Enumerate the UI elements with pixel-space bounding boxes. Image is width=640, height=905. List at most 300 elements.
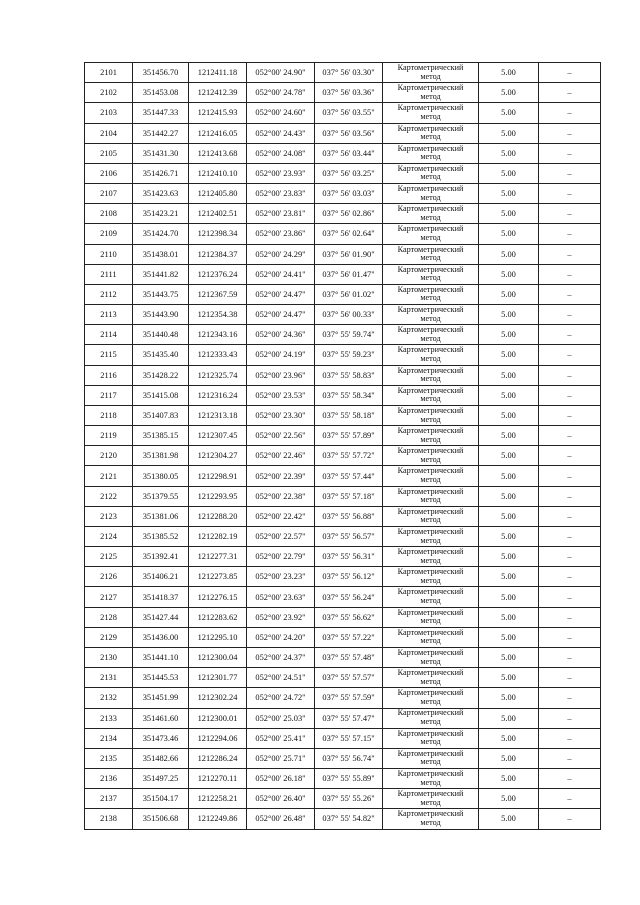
method-cell <box>383 708 479 728</box>
longitude-cell: 037° 55' 58.18" <box>315 405 383 425</box>
longitude-cell: 037° 56' 03.44" <box>315 143 383 163</box>
x-coordinate-cell: 351447.33 <box>133 103 189 123</box>
latitude-cell: 052°00' 24.72" <box>247 688 315 708</box>
y-coordinate-cell: 1212295.10 <box>189 627 247 647</box>
note-cell: – <box>539 284 601 304</box>
latitude-cell: 052°00' 22.46" <box>247 446 315 466</box>
note-cell: – <box>539 345 601 365</box>
method-cell <box>383 668 479 688</box>
x-coordinate-cell: 351451.99 <box>133 688 189 708</box>
point-number-cell: 2125 <box>85 547 133 567</box>
method-line-1: Картометрический <box>397 83 464 93</box>
table-row <box>85 163 601 183</box>
point-number-cell: 2107 <box>85 184 133 204</box>
method-line-1: Картометрический <box>397 486 464 496</box>
accuracy-cell: 5.00 <box>479 647 539 667</box>
longitude-cell: 037° 55' 56.31" <box>315 547 383 567</box>
note-cell: – <box>539 446 601 466</box>
longitude-cell: 037° 55' 54.82" <box>315 809 383 829</box>
method-line-1: Картометрический <box>397 627 464 637</box>
longitude-cell: 037° 55' 57.47" <box>315 708 383 728</box>
longitude-cell: 037° 55' 57.15" <box>315 728 383 748</box>
latitude-cell: 052°00' 23.63" <box>247 587 315 607</box>
accuracy-cell: 5.00 <box>479 244 539 264</box>
y-coordinate-cell: 1212412.39 <box>189 83 247 103</box>
point-number-cell: 2122 <box>85 486 133 506</box>
longitude-cell: 037° 56' 01.02" <box>315 284 383 304</box>
point-number-cell: 2132 <box>85 688 133 708</box>
method-cell <box>383 728 479 748</box>
method-cell <box>383 385 479 405</box>
method-cell <box>383 184 479 204</box>
method-line-1: Картометрический <box>397 789 464 799</box>
x-coordinate-cell: 351415.08 <box>133 385 189 405</box>
y-coordinate-cell: 1212282.19 <box>189 526 247 546</box>
table-row <box>85 446 601 466</box>
method-cell <box>383 486 479 506</box>
table-row <box>85 708 601 728</box>
note-cell: – <box>539 647 601 667</box>
y-coordinate-cell: 1212293.95 <box>189 486 247 506</box>
longitude-cell: 037° 55' 56.62" <box>315 607 383 627</box>
method-cell <box>383 567 479 587</box>
method-cell <box>383 405 479 425</box>
latitude-cell: 052°00' 24.60" <box>247 103 315 123</box>
note-cell: – <box>539 123 601 143</box>
note-cell: – <box>539 426 601 446</box>
method-cell <box>383 426 479 446</box>
accuracy-cell: 5.00 <box>479 123 539 143</box>
method-line-1: Картометрический <box>397 224 464 234</box>
longitude-cell: 037° 55' 57.59" <box>315 688 383 708</box>
accuracy-cell: 5.00 <box>479 627 539 647</box>
method-cell <box>383 627 479 647</box>
longitude-cell: 037° 55' 57.44" <box>315 466 383 486</box>
method-line-1: Картометрический <box>397 526 464 536</box>
x-coordinate-cell: 351436.00 <box>133 627 189 647</box>
table-row <box>85 728 601 748</box>
longitude-cell: 037° 56' 00.33" <box>315 305 383 325</box>
note-cell: – <box>539 506 601 526</box>
table-row <box>85 365 601 385</box>
method-cell <box>383 63 479 83</box>
method-cell <box>383 204 479 224</box>
accuracy-cell: 5.00 <box>479 728 539 748</box>
x-coordinate-cell: 351473.46 <box>133 728 189 748</box>
y-coordinate-cell: 1212294.06 <box>189 728 247 748</box>
x-coordinate-cell: 351423.21 <box>133 204 189 224</box>
longitude-cell: 037° 55' 56.74" <box>315 748 383 768</box>
x-coordinate-cell: 351385.52 <box>133 526 189 546</box>
note-cell: – <box>539 728 601 748</box>
note-cell: – <box>539 325 601 345</box>
latitude-cell: 052°00' 25.41" <box>247 728 315 748</box>
method-line-2: метод <box>420 374 441 384</box>
method-line-2: метод <box>420 797 441 807</box>
accuracy-cell: 5.00 <box>479 607 539 627</box>
table-row <box>85 486 601 506</box>
x-coordinate-cell: 351443.90 <box>133 305 189 325</box>
accuracy-cell: 5.00 <box>479 567 539 587</box>
x-coordinate-cell: 351431.30 <box>133 143 189 163</box>
table-row <box>85 345 601 365</box>
point-number-cell: 2108 <box>85 204 133 224</box>
y-coordinate-cell: 1212411.18 <box>189 63 247 83</box>
point-number-cell: 2127 <box>85 587 133 607</box>
latitude-cell: 052°00' 22.38" <box>247 486 315 506</box>
longitude-cell: 037° 56' 01.47" <box>315 264 383 284</box>
table-row <box>85 385 601 405</box>
note-cell: – <box>539 204 601 224</box>
method-cell <box>383 143 479 163</box>
method-line-1: Картометрический <box>397 446 464 456</box>
method-line-2: метод <box>420 111 441 121</box>
x-coordinate-cell: 351504.17 <box>133 789 189 809</box>
note-cell: – <box>539 244 601 264</box>
accuracy-cell: 5.00 <box>479 708 539 728</box>
longitude-cell: 037° 56' 02.64" <box>315 224 383 244</box>
point-number-cell: 2138 <box>85 809 133 829</box>
method-line-2: метод <box>420 575 441 585</box>
latitude-cell: 052°00' 26.48" <box>247 809 315 829</box>
method-line-1: Картометрический <box>397 103 464 113</box>
note-cell: – <box>539 224 601 244</box>
y-coordinate-cell: 1212302.24 <box>189 688 247 708</box>
method-line-2: метод <box>420 333 441 343</box>
method-line-1: Картометрический <box>397 305 464 315</box>
method-cell <box>383 789 479 809</box>
latitude-cell: 052°00' 26.18" <box>247 769 315 789</box>
table-row <box>85 466 601 486</box>
x-coordinate-cell: 351441.82 <box>133 264 189 284</box>
table-row <box>85 83 601 103</box>
method-cell <box>383 587 479 607</box>
y-coordinate-cell: 1212333.43 <box>189 345 247 365</box>
method-cell <box>383 163 479 183</box>
point-number-cell: 2129 <box>85 627 133 647</box>
accuracy-cell: 5.00 <box>479 506 539 526</box>
method-line-2: метод <box>420 817 441 827</box>
point-number-cell: 2106 <box>85 163 133 183</box>
point-number-cell: 2120 <box>85 446 133 466</box>
x-coordinate-cell: 351424.70 <box>133 224 189 244</box>
method-line-1: Картометрический <box>397 587 464 597</box>
table-row <box>85 769 601 789</box>
note-cell: – <box>539 708 601 728</box>
method-line-2: метод <box>420 596 441 606</box>
y-coordinate-cell: 1212277.31 <box>189 547 247 567</box>
longitude-cell: 037° 56' 03.03" <box>315 184 383 204</box>
method-line-2: метод <box>420 636 441 646</box>
longitude-cell: 037° 55' 57.89" <box>315 426 383 446</box>
longitude-cell: 037° 55' 57.18" <box>315 486 383 506</box>
accuracy-cell: 5.00 <box>479 325 539 345</box>
accuracy-cell: 5.00 <box>479 446 539 466</box>
method-line-1: Картометрический <box>397 567 464 577</box>
latitude-cell: 052°00' 23.96" <box>247 365 315 385</box>
method-line-2: метод <box>420 172 441 182</box>
longitude-cell: 037° 56' 02.86" <box>315 204 383 224</box>
x-coordinate-cell: 351381.06 <box>133 506 189 526</box>
point-number-cell: 2101 <box>85 63 133 83</box>
method-line-2: метод <box>420 91 441 101</box>
point-number-cell: 2134 <box>85 728 133 748</box>
method-cell <box>383 244 479 264</box>
point-number-cell: 2136 <box>85 769 133 789</box>
method-cell <box>383 345 479 365</box>
note-cell: – <box>539 385 601 405</box>
method-line-1: Картометрический <box>397 123 464 133</box>
method-cell <box>383 103 479 123</box>
note-cell: – <box>539 466 601 486</box>
method-line-1: Картометрический <box>397 668 464 678</box>
point-number-cell: 2117 <box>85 385 133 405</box>
note-cell: – <box>539 587 601 607</box>
note-cell: – <box>539 607 601 627</box>
longitude-cell: 037° 55' 56.24" <box>315 587 383 607</box>
latitude-cell: 052°00' 22.57" <box>247 526 315 546</box>
table-row <box>85 809 601 829</box>
note-cell: – <box>539 365 601 385</box>
point-number-cell: 2109 <box>85 224 133 244</box>
point-number-cell: 2112 <box>85 284 133 304</box>
x-coordinate-cell: 351441.10 <box>133 647 189 667</box>
x-coordinate-cell: 351482.66 <box>133 748 189 768</box>
longitude-cell: 037° 55' 56.57" <box>315 526 383 546</box>
y-coordinate-cell: 1212415.93 <box>189 103 247 123</box>
latitude-cell: 052°00' 24.20" <box>247 627 315 647</box>
longitude-cell: 037° 55' 57.72" <box>315 446 383 466</box>
method-line-2: метод <box>420 676 441 686</box>
method-line-1: Картометрический <box>397 466 464 476</box>
latitude-cell: 052°00' 24.19" <box>247 345 315 365</box>
table-row <box>85 325 601 345</box>
accuracy-cell: 5.00 <box>479 587 539 607</box>
note-cell: – <box>539 688 601 708</box>
y-coordinate-cell: 1212276.15 <box>189 587 247 607</box>
method-line-2: метод <box>420 656 441 666</box>
latitude-cell: 052°00' 23.92" <box>247 607 315 627</box>
method-cell <box>383 284 479 304</box>
note-cell: – <box>539 547 601 567</box>
latitude-cell: 052°00' 23.30" <box>247 405 315 425</box>
method-line-2: метод <box>420 71 441 81</box>
method-line-2: метод <box>420 454 441 464</box>
method-line-2: метод <box>420 313 441 323</box>
table-row <box>85 204 601 224</box>
point-number-cell: 2110 <box>85 244 133 264</box>
x-coordinate-cell: 351456.70 <box>133 63 189 83</box>
x-coordinate-cell: 351497.25 <box>133 769 189 789</box>
method-line-2: метод <box>420 192 441 202</box>
y-coordinate-cell: 1212354.38 <box>189 305 247 325</box>
method-cell <box>383 305 479 325</box>
accuracy-cell: 5.00 <box>479 385 539 405</box>
y-coordinate-cell: 1212304.27 <box>189 446 247 466</box>
y-coordinate-cell: 1212300.01 <box>189 708 247 728</box>
accuracy-cell: 5.00 <box>479 143 539 163</box>
y-coordinate-cell: 1212286.24 <box>189 748 247 768</box>
method-cell <box>383 526 479 546</box>
accuracy-cell: 5.00 <box>479 748 539 768</box>
table-row <box>85 688 601 708</box>
latitude-cell: 052°00' 22.39" <box>247 466 315 486</box>
latitude-cell: 052°00' 24.36" <box>247 325 315 345</box>
latitude-cell: 052°00' 24.90" <box>247 63 315 83</box>
method-line-1: Картометрический <box>397 809 464 819</box>
table-row <box>85 63 601 83</box>
accuracy-cell: 5.00 <box>479 486 539 506</box>
table-row <box>85 668 601 688</box>
method-cell <box>383 607 479 627</box>
method-line-1: Картометрический <box>397 607 464 617</box>
accuracy-cell: 5.00 <box>479 163 539 183</box>
table-row <box>85 647 601 667</box>
point-number-cell: 2135 <box>85 748 133 768</box>
x-coordinate-cell: 351423.63 <box>133 184 189 204</box>
y-coordinate-cell: 1212288.20 <box>189 506 247 526</box>
accuracy-cell: 5.00 <box>479 769 539 789</box>
table-row <box>85 748 601 768</box>
accuracy-cell: 5.00 <box>479 264 539 284</box>
y-coordinate-cell: 1212405.80 <box>189 184 247 204</box>
table-row <box>85 607 601 627</box>
method-cell <box>383 365 479 385</box>
method-line-2: метод <box>420 717 441 727</box>
table-row <box>85 305 601 325</box>
accuracy-cell: 5.00 <box>479 365 539 385</box>
table-row <box>85 284 601 304</box>
latitude-cell: 052°00' 23.53" <box>247 385 315 405</box>
method-line-2: метод <box>420 293 441 303</box>
latitude-cell: 052°00' 23.86" <box>247 224 315 244</box>
table-row <box>85 123 601 143</box>
table-row <box>85 103 601 123</box>
accuracy-cell: 5.00 <box>479 345 539 365</box>
x-coordinate-cell: 351453.08 <box>133 83 189 103</box>
latitude-cell: 052°00' 24.47" <box>247 305 315 325</box>
latitude-cell: 052°00' 24.29" <box>247 244 315 264</box>
latitude-cell: 052°00' 24.51" <box>247 668 315 688</box>
table-row <box>85 224 601 244</box>
note-cell: – <box>539 184 601 204</box>
method-line-1: Картометрический <box>397 385 464 395</box>
longitude-cell: 037° 55' 57.48" <box>315 647 383 667</box>
method-line-1: Картометрический <box>397 728 464 738</box>
longitude-cell: 037° 56' 03.36" <box>315 83 383 103</box>
y-coordinate-cell: 1212301.77 <box>189 668 247 688</box>
table-row <box>85 426 601 446</box>
y-coordinate-cell: 1212343.16 <box>189 325 247 345</box>
method-cell <box>383 547 479 567</box>
latitude-cell: 052°00' 24.08" <box>247 143 315 163</box>
y-coordinate-cell: 1212416.05 <box>189 123 247 143</box>
longitude-cell: 037° 56' 01.90" <box>315 244 383 264</box>
point-number-cell: 2130 <box>85 647 133 667</box>
longitude-cell: 037° 55' 57.57" <box>315 668 383 688</box>
coordinates-table-body <box>85 63 601 830</box>
method-line-1: Картометрический <box>397 506 464 516</box>
point-number-cell: 2126 <box>85 567 133 587</box>
latitude-cell: 052°00' 24.47" <box>247 284 315 304</box>
method-line-1: Картометрический <box>397 405 464 415</box>
y-coordinate-cell: 1212258.21 <box>189 789 247 809</box>
latitude-cell: 052°00' 23.81" <box>247 204 315 224</box>
table-row <box>85 244 601 264</box>
point-number-cell: 2111 <box>85 264 133 284</box>
y-coordinate-cell: 1212298.91 <box>189 466 247 486</box>
method-cell <box>383 123 479 143</box>
y-coordinate-cell: 1212313.18 <box>189 405 247 425</box>
point-number-cell: 2103 <box>85 103 133 123</box>
longitude-cell: 037° 55' 55.26" <box>315 789 383 809</box>
method-cell <box>383 506 479 526</box>
method-line-2: метод <box>420 696 441 706</box>
longitude-cell: 037° 55' 59.74" <box>315 325 383 345</box>
method-line-2: метод <box>420 232 441 242</box>
point-number-cell: 2113 <box>85 305 133 325</box>
note-cell: – <box>539 668 601 688</box>
point-number-cell: 2119 <box>85 426 133 446</box>
table-row <box>85 506 601 526</box>
note-cell: – <box>539 163 601 183</box>
method-cell <box>383 809 479 829</box>
x-coordinate-cell: 351435.40 <box>133 345 189 365</box>
note-cell: – <box>539 769 601 789</box>
note-cell: – <box>539 264 601 284</box>
method-cell <box>383 224 479 244</box>
accuracy-cell: 5.00 <box>479 305 539 325</box>
x-coordinate-cell: 351461.60 <box>133 708 189 728</box>
latitude-cell: 052°00' 22.79" <box>247 547 315 567</box>
table-row <box>85 567 601 587</box>
latitude-cell: 052°00' 23.83" <box>247 184 315 204</box>
method-cell <box>383 647 479 667</box>
latitude-cell: 052°00' 24.37" <box>247 647 315 667</box>
point-number-cell: 2128 <box>85 607 133 627</box>
point-number-cell: 2102 <box>85 83 133 103</box>
method-line-1: Картометрический <box>397 345 464 355</box>
x-coordinate-cell: 351406.21 <box>133 567 189 587</box>
longitude-cell: 037° 55' 58.83" <box>315 365 383 385</box>
method-line-1: Картометрический <box>397 143 464 153</box>
x-coordinate-cell: 351407.83 <box>133 405 189 425</box>
method-line-2: метод <box>420 212 441 222</box>
method-line-1: Картометрический <box>397 62 464 72</box>
note-cell: – <box>539 83 601 103</box>
table-row <box>85 627 601 647</box>
method-line-1: Картометрический <box>397 244 464 254</box>
longitude-cell: 037° 56' 03.25" <box>315 163 383 183</box>
table-row <box>85 264 601 284</box>
longitude-cell: 037° 56' 03.56" <box>315 123 383 143</box>
longitude-cell: 037° 56' 03.30" <box>315 63 383 83</box>
point-number-cell: 2115 <box>85 345 133 365</box>
accuracy-cell: 5.00 <box>479 789 539 809</box>
x-coordinate-cell: 351418.37 <box>133 587 189 607</box>
method-line-2: метод <box>420 353 441 363</box>
point-number-cell: 2137 <box>85 789 133 809</box>
y-coordinate-cell: 1212273.85 <box>189 567 247 587</box>
note-cell: – <box>539 567 601 587</box>
latitude-cell: 052°00' 22.42" <box>247 506 315 526</box>
y-coordinate-cell: 1212316.24 <box>189 385 247 405</box>
longitude-cell: 037° 55' 59.23" <box>315 345 383 365</box>
point-number-cell: 2105 <box>85 143 133 163</box>
y-coordinate-cell: 1212283.62 <box>189 607 247 627</box>
accuracy-cell: 5.00 <box>479 204 539 224</box>
longitude-cell: 037° 55' 57.22" <box>315 627 383 647</box>
